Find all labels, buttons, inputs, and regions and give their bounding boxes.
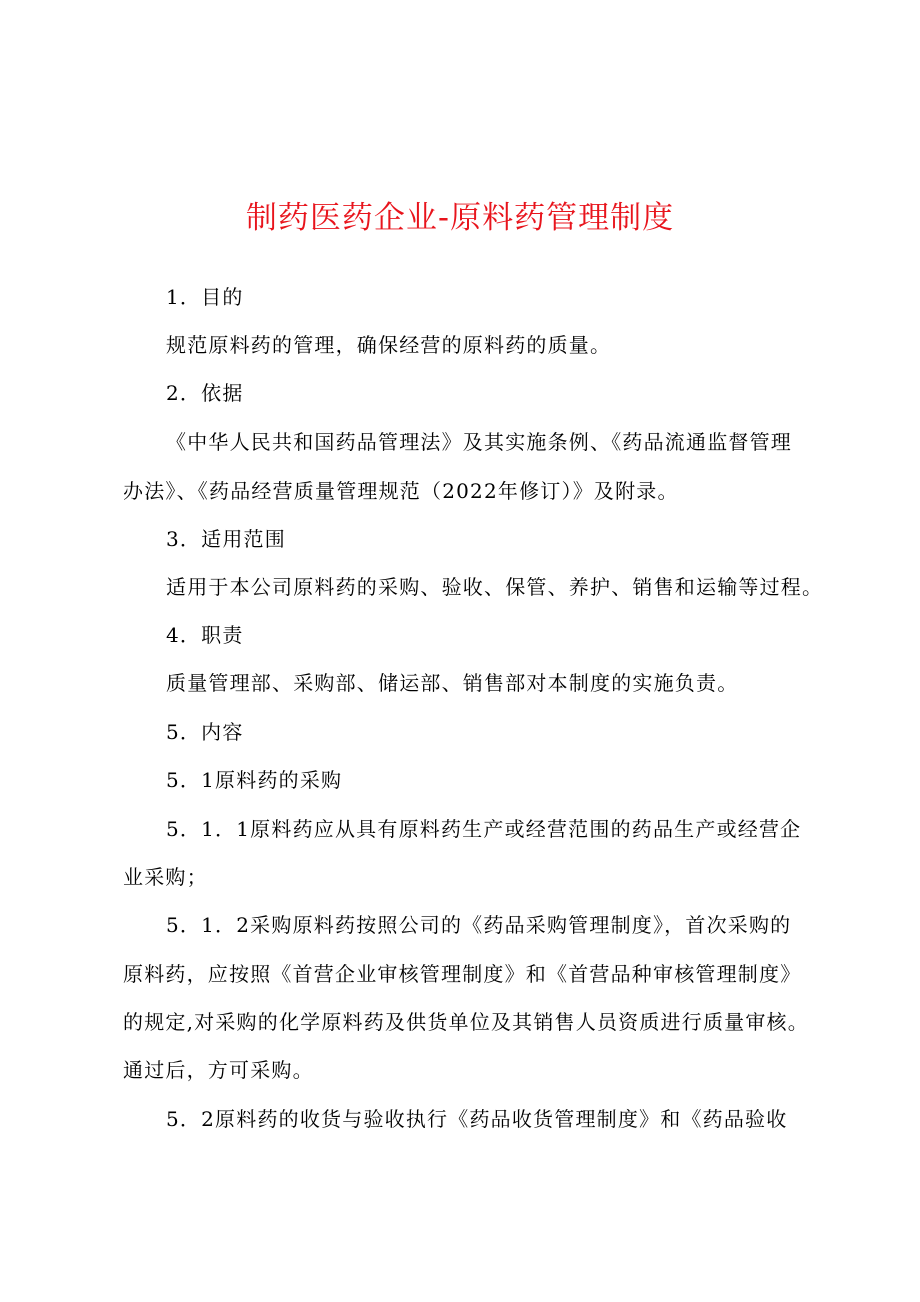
paragraph-purpose: 规范原料药的管理，确保经营的原料药的质量。: [166, 333, 612, 357]
section-heading-responsibility: 4．职责: [166, 623, 244, 647]
paragraph-responsibility: 质量管理部、采购部、储运部、销售部对本制度的实施负责。: [166, 671, 739, 695]
paragraph-basis-line-2: 办法》、《药品经营质量管理规范（2022年修订）》及附录。: [123, 479, 679, 503]
paragraph-5-1-2-line-3: 的规定,对采购的化学原料药及供货单位及其销售人员资质进行质量审核。: [123, 1010, 809, 1034]
section-heading-scope: 3．适用范围: [166, 527, 286, 551]
paragraph-5-1-1-line-1: 5．1．1原料药应从具有原料药生产或经营范围的药品生产或经营企: [166, 817, 802, 841]
section-heading-purpose: 1．目的: [166, 285, 244, 309]
paragraph-scope: 适用于本公司原料药的采购、验收、保管、养护、销售和运输等过程。: [166, 575, 824, 599]
section-heading-content: 5．内容: [166, 720, 244, 744]
paragraph-5-1-2-line-2: 原料药，应按照《首营企业审核管理制度》和《首营品种审核管理制度》: [123, 962, 802, 986]
paragraph-5-1-2-line-4: 通过后，方可采购。: [123, 1058, 314, 1082]
paragraph-5-1-1-line-2: 业采购；: [123, 865, 208, 889]
subsection-heading-purchase: 5．1原料药的采购: [166, 768, 343, 792]
paragraph-5-2-line-1: 5．2原料药的收货与验收执行《药品收货管理制度》和《药品验收: [166, 1107, 788, 1131]
paragraph-basis-line-1: 《中华人民共和国药品管理法》及其实施条例、《药品流通监督管理: [166, 430, 792, 454]
section-heading-basis: 2．依据: [166, 381, 244, 405]
paragraph-5-1-2-line-1: 5．1．2采购原料药按照公司的《药品采购管理制度》，首次采购的: [166, 913, 792, 937]
document-title: 制药医药企业-原料药管理制度: [245, 200, 675, 236]
